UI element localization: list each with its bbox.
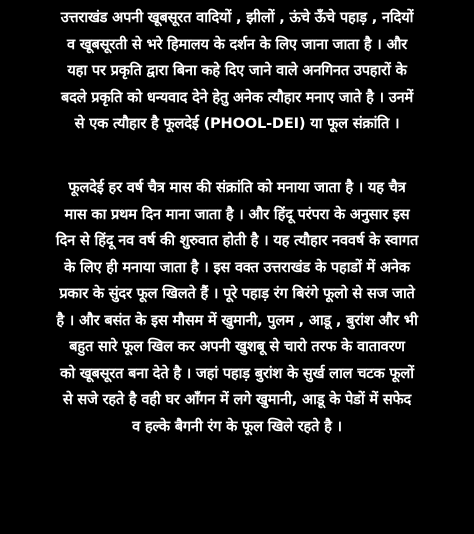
text-line: यहा पर प्रकृति द्वारा बिना कहे दिए जाने वाले अनगिनत उपहारों के — [67, 62, 407, 79]
paragraph-phooldei — [12, 175, 462, 440]
text-line: के लिए ही मनाया जाता है । इस वक्त उत्तराखंड के पहाडों में अनेक — [64, 258, 410, 276]
text-line: है । और बसंत के इस मौसम में खुमानी, पुलम , आडू , बुरांश और भी — [56, 311, 418, 329]
text-line: से एक त्यौहार है फूलदेई (PHOOL-DEI) या फूल संक्रांति । — [74, 115, 400, 132]
text-line: प्रकार के सुंदर फूल खिलते हैं । पूरे पहाड़ रंग बिरंगे फूलो से सज जाते — [59, 285, 415, 302]
text-line: फूलदेई हर वर्ष चैत्र मास की संक्रांति को मनाया जाता है । यह चैत्र — [68, 179, 406, 196]
text-line: व हल्के बैगनी रंग के फूल खिले रहते है । — [132, 417, 342, 435]
text-line: मास का प्रथम दिन माना जाता है । और हिंदू परंपरा के अनुसार इस — [64, 205, 410, 223]
text-line: उत्तराखंड अपनी खूबसूरत वादियों , झीलों , ऊंचे ऊँचे पहाड़ , नदियों — [60, 9, 414, 26]
text-line: से सजे रहते है वही घर आँगन में लगे खुमानी, आडू के पेडों में सफेद — [62, 391, 412, 408]
text-line: व खूबसूरती से भरे हिमालय के दर्शन के लिए जाना जाता है । और — [67, 35, 407, 53]
text-line: बदले प्रकृति को धन्यवाद देने हेतु अनेक त्यौहार मनाए जाते है । उनमें — [61, 88, 413, 106]
paragraph-intro — [12, 5, 462, 138]
text-line: बहुत सारे फूल खिल कर अपनी खुशबू से चारो तरफ के वातावरण — [69, 338, 405, 355]
text-line: को खूबसूरत बना देते है । जहां पहाड़ बुरांश के सुर्ख लाल चटक फूलों — [60, 364, 414, 382]
text-line: दिन से हिंदू नव वर्ष की शुरुवात होती है । यह त्यौहार नववर्ष के स्वागत — [55, 232, 419, 249]
